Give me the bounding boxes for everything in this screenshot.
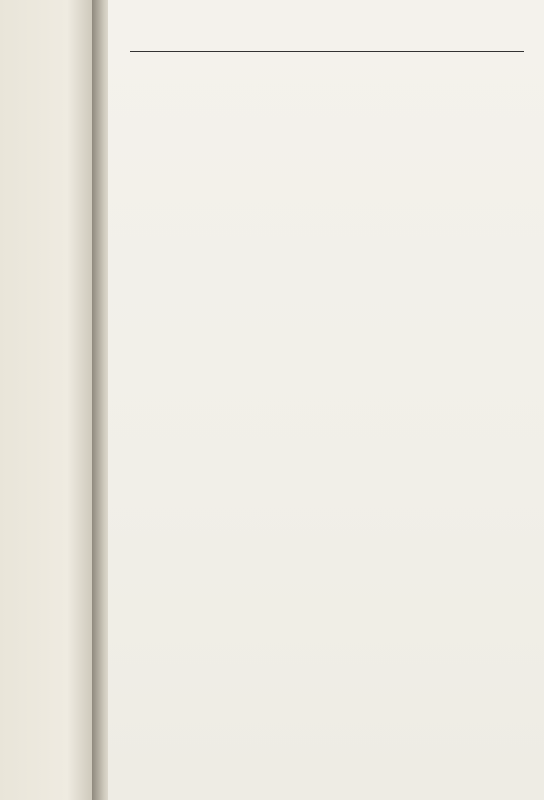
- right-page: [108, 0, 544, 800]
- header-rule: [130, 51, 524, 52]
- left-page: [0, 0, 96, 800]
- running-head: [512, 34, 518, 47]
